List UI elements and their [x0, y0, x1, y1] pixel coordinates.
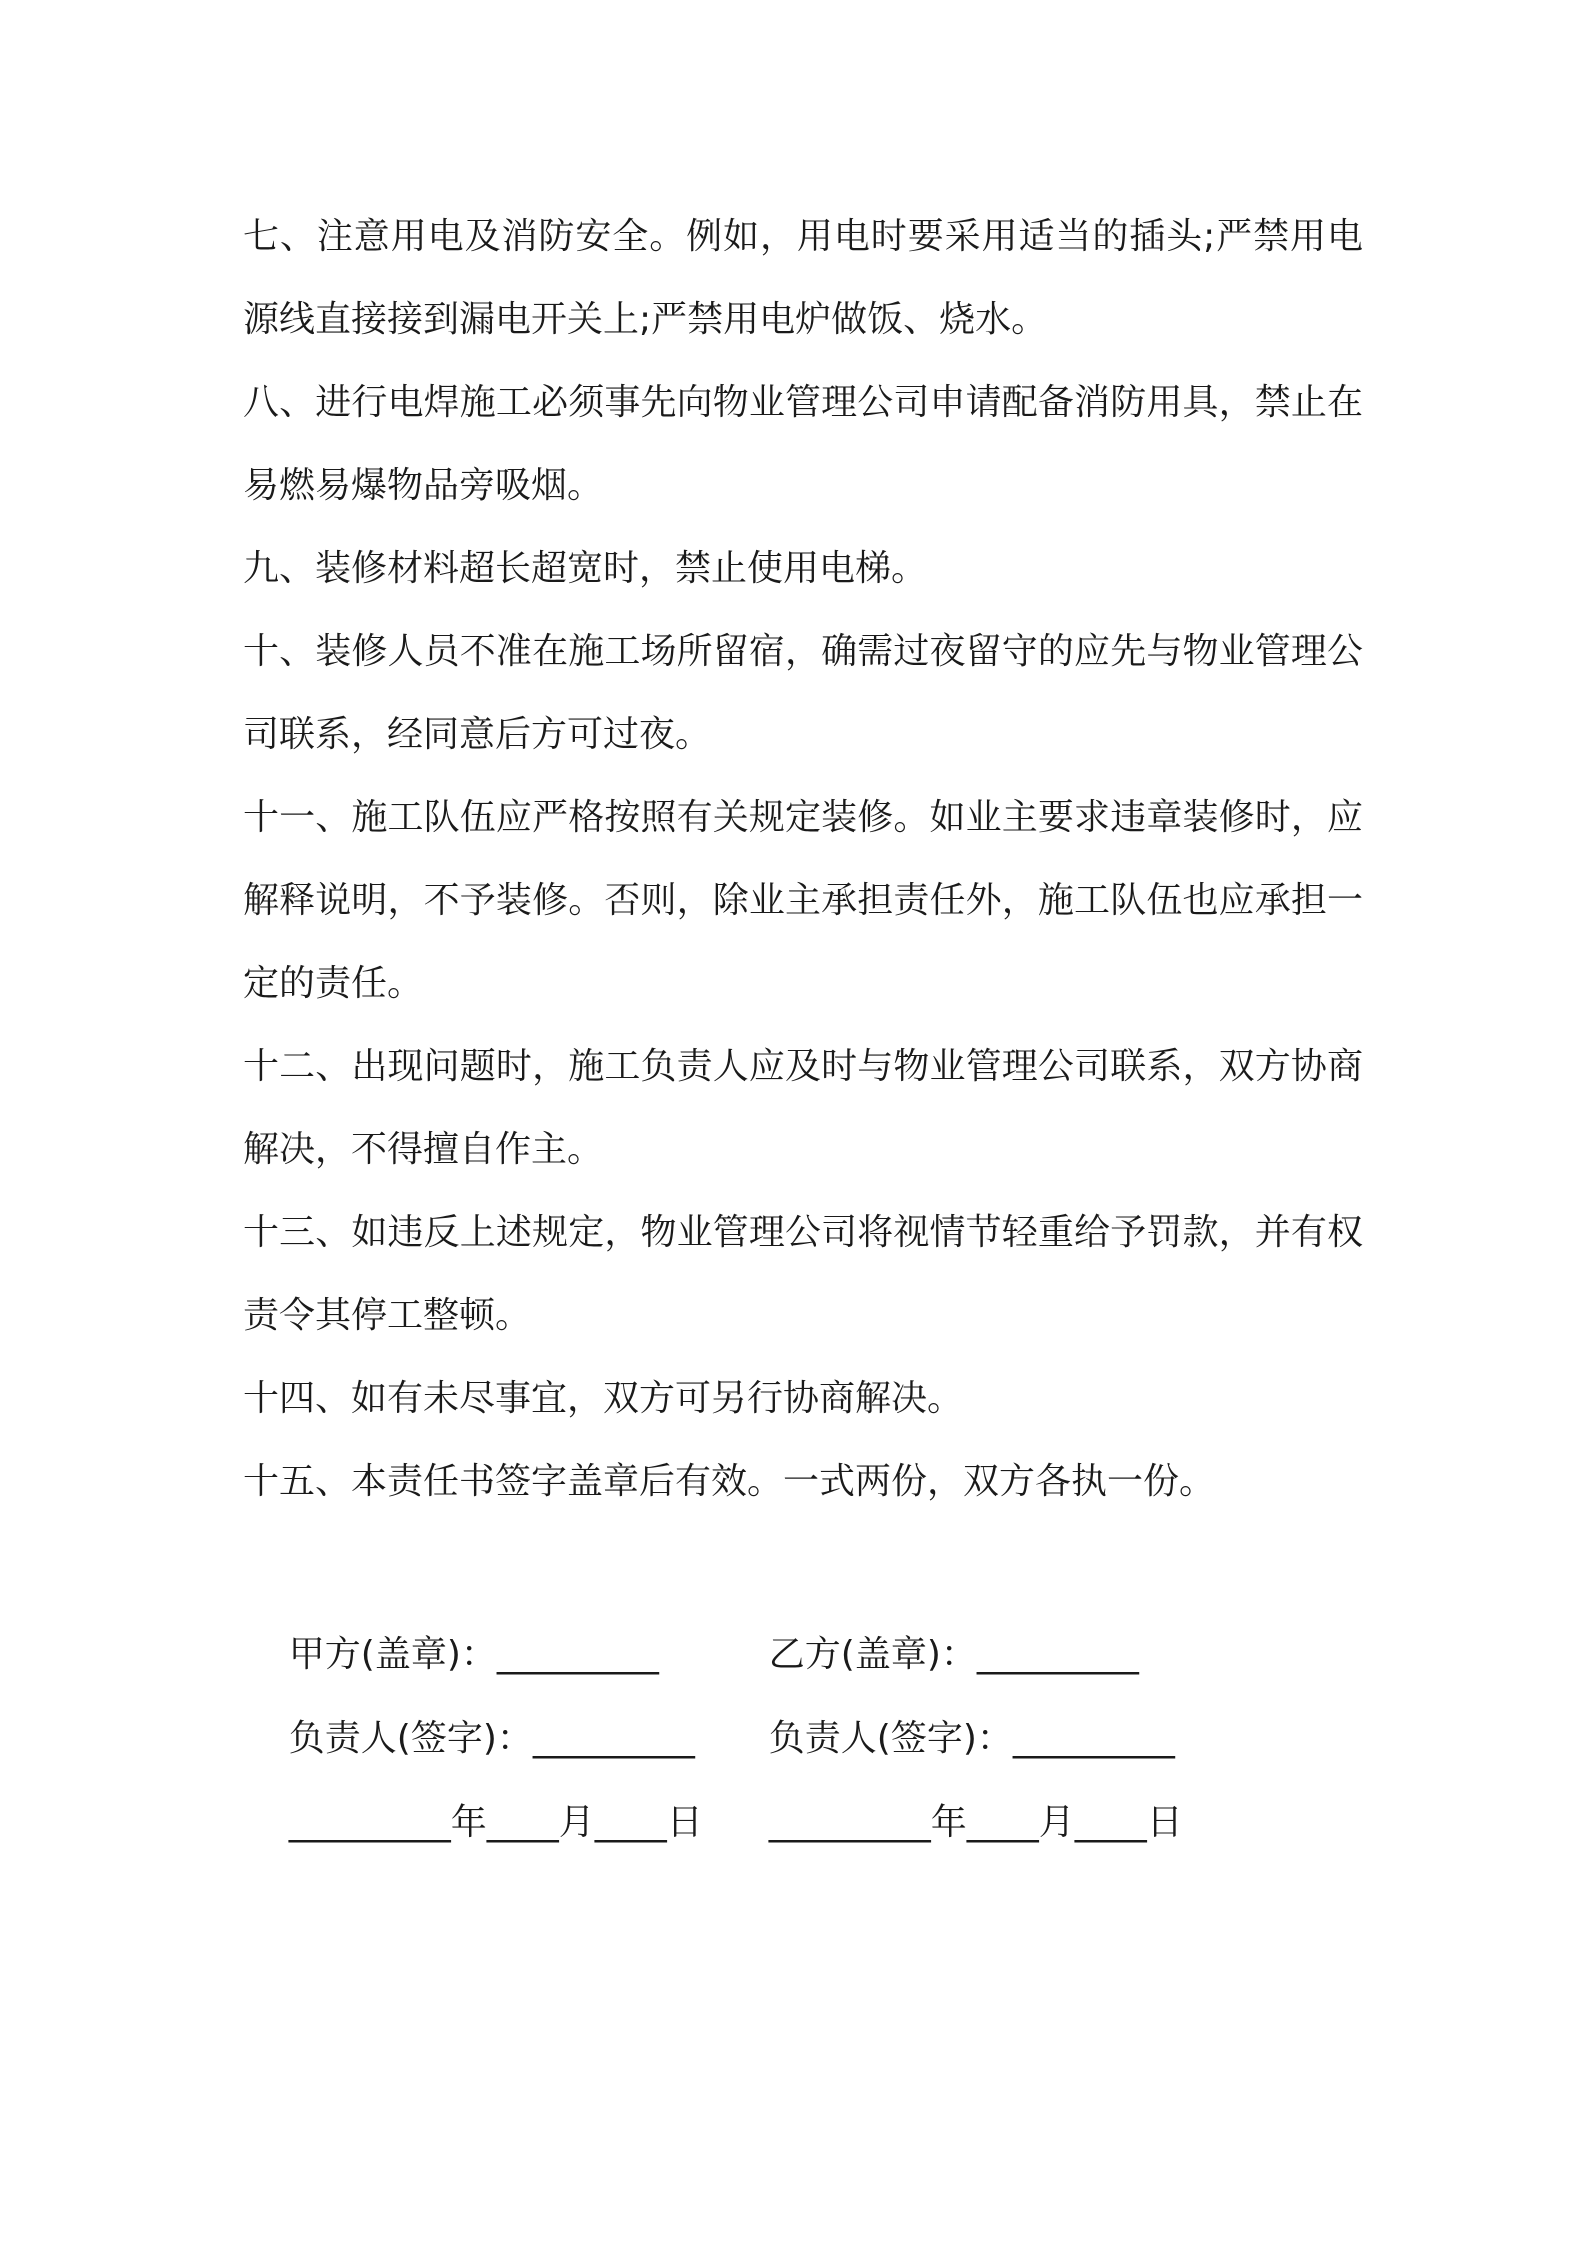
clause-12: 十二、出现问题时，施工负责人应及时与物业管理公司联系，双方协商解决，不得擅自作主。	[243, 1046, 1363, 1170]
party-b-date-field: _________年____月____日	[768, 1802, 1183, 1843]
clause-8: 八、进行电焊施工必须事先向物业管理公司申请配备消防用具，禁止在易燃易爆物品旁吸烟。	[243, 382, 1363, 506]
party-b-seal-field: 乙方(盖章)：_________	[768, 1634, 1139, 1675]
clause-13: 十三、如违反上述规定，物业管理公司将视情节轻重给予罚款，并有权责令其停工整顿。	[243, 1212, 1363, 1336]
clause-15: 十五、本责任书签字盖章后有效。一式两份，双方各执一份。	[243, 1461, 1216, 1502]
clause-9: 九、装修材料超长超宽时，禁止使用电梯。	[243, 548, 928, 589]
party-b-signature-field: 负责人(签字)：_________	[768, 1718, 1175, 1759]
clause-7: 七、注意用电及消防安全。例如，用电时要采用适当的插头;严禁用电源线直接接到漏电开关上;严禁用电炉做饭、烧水。	[243, 216, 1363, 340]
clause-10: 十、装修人员不准在施工场所留宿，确需过夜留守的应先与物业管理公司联系，经同意后方可过夜。	[243, 631, 1363, 755]
party-a-signature-field: 负责人(签字)：_________	[288, 1718, 695, 1759]
clause-11: 十一、施工队伍应严格按照有关规定装修。如业主要求违章装修时，应解释说明，不予装修。否则，除业主承担责任外，施工队伍也应承担一定的责任。	[243, 797, 1363, 1004]
clause-list	[243, 195, 1363, 1523]
party-a-seal-field: 甲方(盖章)：_________	[288, 1634, 659, 1675]
clause-14: 十四、如有未尽事宜，双方可另行协商解决。	[243, 1378, 964, 1419]
party-a-date-field: _________年____月____日	[288, 1802, 703, 1843]
date-row	[243, 1698, 1393, 1947]
